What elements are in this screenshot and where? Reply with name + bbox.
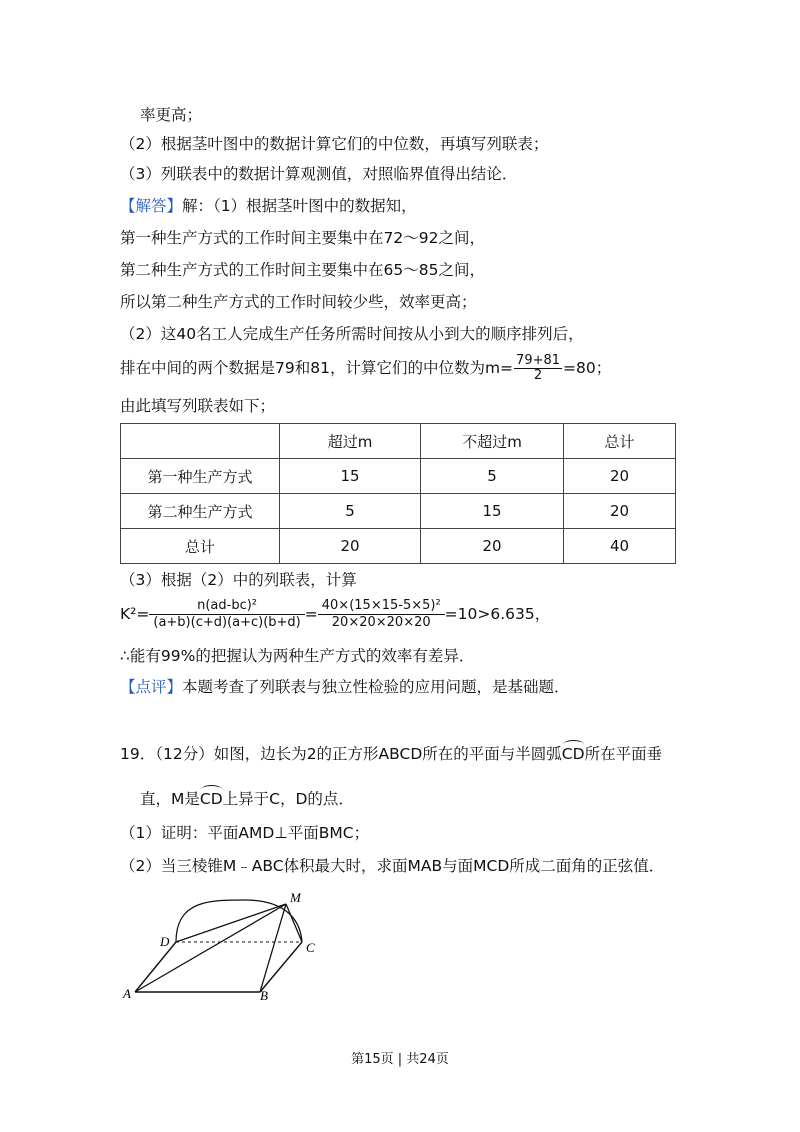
text-line: 第二种生产方式的工作时间主要集中在65～85之间， — [120, 261, 485, 279]
median-fraction — [514, 354, 562, 383]
arc-cd: CD — [561, 745, 585, 763]
question-text: 19．（12分）如图，边长为2的正方形ABCD所在的平面与半圆弧 — [120, 745, 562, 763]
table-cell: 总计 — [121, 529, 280, 564]
equals-sign: = — [304, 605, 318, 623]
table-header-row — [121, 424, 676, 459]
text-line: 率更高； — [140, 106, 203, 124]
table-row — [121, 459, 676, 494]
text-line: （3）列联表中的数据计算观测值，对照临界值得出结论． — [120, 165, 518, 183]
text-line: （2）这40名工人完成生产任务所需时间按从小到大的顺序排列后， — [120, 325, 584, 343]
solution-text: 解：（1）根据茎叶图中的数据知， — [182, 197, 417, 215]
label-d: D — [160, 934, 170, 949]
fraction-denominator: 20×20×20×20 — [331, 615, 431, 630]
table-cell: 5 — [280, 494, 421, 529]
page-footer: 第15页 | 共24页 — [351, 1052, 449, 1067]
table-cell: 15 — [280, 459, 421, 494]
comment-line — [120, 676, 570, 698]
text-line: 由此填写列联表如下； — [120, 397, 276, 415]
solution-line — [120, 195, 417, 217]
arc-cd: CD — [199, 790, 223, 808]
question-part-1: （1）证明：平面AMD⊥平面BMC； — [120, 824, 370, 842]
table-header-cell — [121, 424, 280, 459]
table-cell: 第二种生产方式 — [121, 494, 280, 529]
question-text: 上异于C，D的点． — [222, 790, 354, 808]
k-fraction-values — [318, 598, 445, 631]
k-fraction-general — [149, 598, 304, 631]
edge-ad — [135, 942, 176, 992]
text-line: （3）根据（2）中的列联表，计算 — [120, 571, 357, 589]
table-row — [121, 494, 676, 529]
question-19-line — [120, 743, 662, 765]
table-cell: 15 — [421, 494, 564, 529]
k-squared-formula — [120, 598, 550, 631]
edge-bc — [260, 942, 302, 992]
fraction-numerator: 40×(15×15-5×5)² — [318, 598, 445, 615]
table-cell: 20 — [421, 529, 564, 564]
fraction-numerator: 79+81 — [516, 353, 561, 368]
solution-tag: 【解答】 — [120, 197, 183, 215]
question-part-2: （2）当三棱锥M﹣ABC体积最大时，求面MAB与面MCD所成二面角的正弦值． — [120, 857, 665, 875]
fraction-denominator: (a+b)(c+d)(a+c)(b+d) — [153, 615, 301, 630]
median-text: 排在中间的两个数据是79和81，计算它们的中位数为m= — [120, 359, 514, 377]
table-header-cell: 不超过m — [421, 424, 564, 459]
text-line: （2）根据茎叶图中的数据计算它们的中位数，再填写列联表； — [120, 135, 549, 153]
geometry-figure — [120, 880, 340, 1005]
comment-tag: 【点评】 — [120, 678, 183, 696]
table-cell: 第一种生产方式 — [121, 459, 280, 494]
text-line: 第一种生产方式的工作时间主要集中在72～92之间， — [120, 229, 485, 247]
table-header-cell: 超过m — [280, 424, 421, 459]
contingency-table — [120, 423, 676, 564]
comment-text: 本题考查了列联表与独立性检验的应用问题，是基础题． — [182, 678, 570, 696]
table-row — [121, 529, 676, 564]
table-cell: 40 — [564, 529, 676, 564]
k-result: =10>6.635， — [444, 605, 551, 623]
question-text: 所在平面垂 — [584, 745, 663, 763]
table-header-cell: 总计 — [564, 424, 676, 459]
table-cell: 5 — [421, 459, 564, 494]
label-b: B — [260, 988, 268, 1003]
fraction-numerator: n(ad-bc)² — [149, 598, 304, 615]
fraction-denominator: 2 — [533, 368, 543, 383]
k-label: K²= — [120, 605, 150, 623]
table-cell: 20 — [564, 459, 676, 494]
label-m: M — [290, 890, 301, 905]
text-line: ∴能有99%的把握认为两种生产方式的效率有差异． — [120, 647, 475, 665]
label-a: A — [123, 986, 131, 1001]
median-line — [120, 354, 611, 383]
table-cell: 20 — [564, 494, 676, 529]
label-c: C — [306, 940, 315, 955]
median-result: =80； — [563, 359, 612, 377]
edge-cm — [286, 904, 302, 942]
question-19-line — [140, 788, 354, 810]
text-line: 所以第二种生产方式的工作时间较少些，效率更高； — [120, 293, 477, 311]
question-text: 直，M是 — [140, 790, 200, 808]
table-cell: 20 — [280, 529, 421, 564]
